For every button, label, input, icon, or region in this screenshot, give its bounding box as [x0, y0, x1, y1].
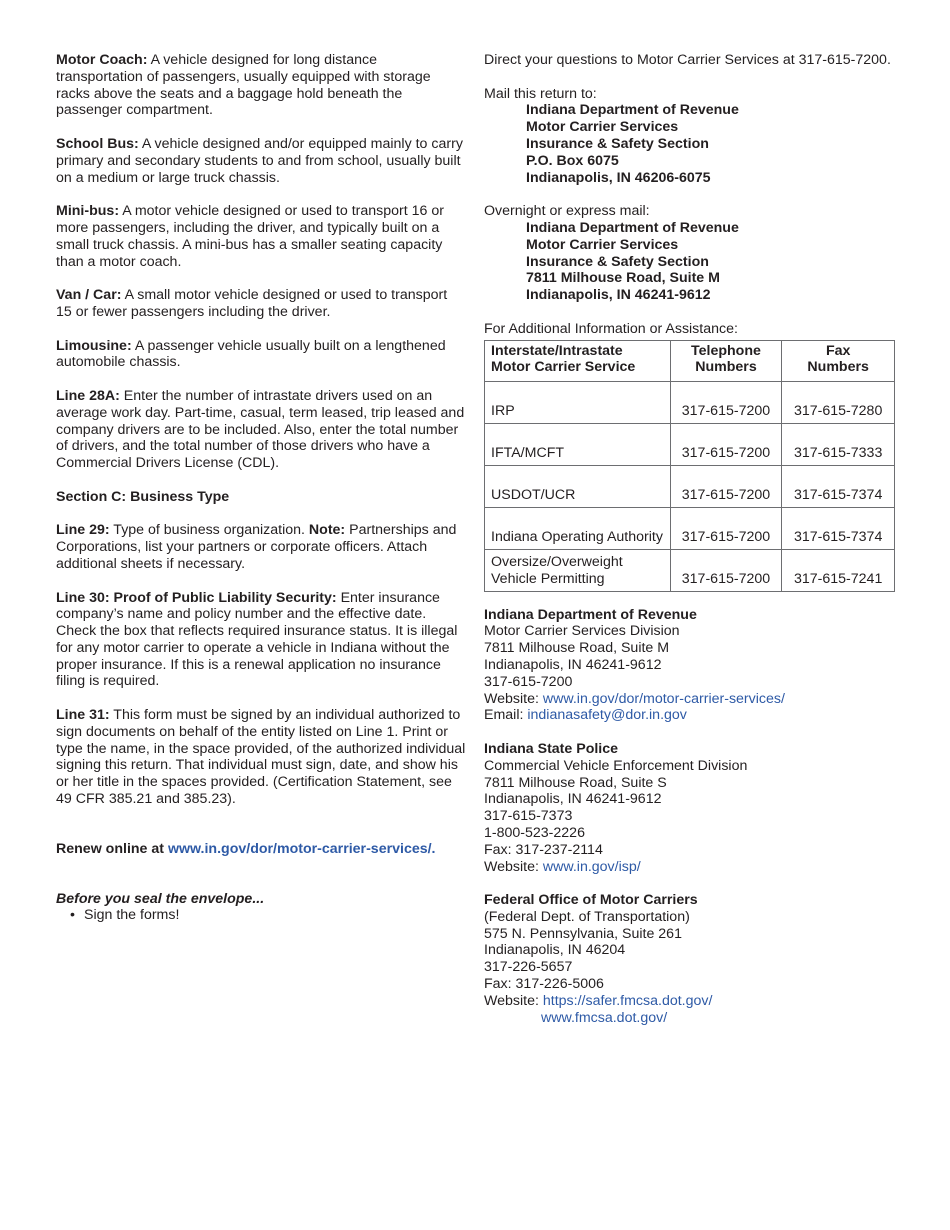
- dor-name: Indiana Department of Revenue: [484, 606, 697, 623]
- isp-name: Indiana State Police: [484, 740, 619, 757]
- service-cell: USDOT/UCR: [485, 465, 671, 507]
- phone-cell: 317-615-7200: [670, 423, 782, 465]
- renew-online: Renew online at www.in.gov/dor/motor-carrier-services/.: [56, 840, 436, 857]
- additional-info-label: For Additional Information or Assistance:: [484, 320, 738, 337]
- isp-contact-block: Indiana State Police Commercial Vehicle Enforcement Division 7811 Milhouse Road, Suite S Indianapolis, IN 46241-9612 317-615-7373 1-800-523-2226 Fax: 317-237-2114 Website: www.in.gov/isp/: [484, 741, 904, 875]
- line-29-instructions: Line 29: Type of business organization. Note: Partnerships and Corporations, list your partners or corporate officers. Attach additional sheets if necessary.: [56, 522, 457, 572]
- line-30-instructions: Line 30: Proof of Public Liability Security: Enter insurance company’s name and policy number and the effective date. Check the box that reflects required insurance status. It is illegal for any motor carrier to operate a vehicle in Indiana without the proper insurance. If this is a renewal application no insurance filing is required.: [56, 589, 458, 690]
- line-28a-instructions: Line 28A: Enter the number of intrastate drivers used on an average work day. Part-time, casual, term leased, trip leased and company drivers are to be included. Also, enter the total number of drivers, and the total number of those drivers who have a Commercial Drivers License (CDL).: [56, 387, 465, 472]
- isp-website-link[interactable]: www.in.gov/isp/: [542, 858, 641, 875]
- fax-cell: 317-615-7333: [782, 423, 895, 465]
- section-c-heading: Section C: Business Type: [56, 488, 230, 505]
- table-row: [485, 465, 895, 507]
- fax-cell: 317-615-7241: [782, 549, 895, 591]
- fmcsa-website-link[interactable]: www.fmcsa.dot.gov/: [541, 1009, 668, 1026]
- phone-cell: 317-615-7200: [670, 381, 782, 423]
- fax-cell: 317-615-7374: [782, 507, 895, 549]
- questions-line: Direct your questions to Motor Carrier Services at 317-615-7200.: [484, 52, 891, 68]
- contact-column: [484, 52, 904, 1026]
- renew-online-link[interactable]: www.in.gov/dor/motor-carrier-services/.: [167, 840, 436, 857]
- phone-cell: 317-615-7200: [670, 465, 782, 507]
- dor-website-link[interactable]: www.in.gov/dor/motor-carrier-services/: [542, 690, 785, 707]
- before-seal-bullet: • Sign the forms!: [70, 907, 180, 924]
- mail-address: Indiana Department of Revenue Motor Carrier Services Insurance & Safety Section P.O. Box 6075 Indianapolis, IN 46206-6075: [526, 102, 739, 186]
- overnight-label: Overnight or express mail:: [484, 203, 650, 220]
- before-seal-heading: Before you seal the envelope...: [56, 890, 265, 907]
- limousine-definition: Limousine: A passenger vehicle usually built on a lengthened automobile chassis.: [56, 337, 446, 371]
- dor-contact-block: Indiana Department of Revenue Motor Carrier Services Division 7811 Milhouse Road, Suite M Indianapolis, IN 46241-9612 317-615-7200 Website: www.in.gov/dor/motor-carrier-services/ Email: indianasafety@dor.in.gov: [484, 607, 904, 725]
- fmc-website-link[interactable]: https://safer.fmcsa.dot.gov/: [542, 992, 713, 1009]
- overnight-address: Indiana Department of Revenue Motor Carrier Services Insurance & Safety Section 7811 Milhouse Road, Suite M Indianapolis, IN 46241-9612: [526, 219, 739, 304]
- fax-cell: 317-615-7280: [782, 381, 895, 423]
- service-cell: Oversize/Overweight Vehicle Permitting: [485, 549, 671, 591]
- table-row: [485, 381, 895, 423]
- service-cell: Indiana Operating Authority: [485, 507, 671, 549]
- van-car-definition: Van / Car: A small motor vehicle designed or used to transport 15 or fewer passengers including the driver.: [56, 287, 448, 320]
- fmc-name: Federal Office of Motor Carriers: [484, 892, 698, 909]
- header-telephone: Telephone Numbers: [670, 340, 782, 381]
- phone-cell: 317-615-7200: [670, 549, 782, 591]
- line-31-instructions: Line 31: This form must be signed by an individual authorized to sign documents on behalf of the entity listed on Line 1. Print or type the name, in the space provided, of the authorized individual signing this return. That individual must sign, date, and show his or her title in the spaces provided. (Certification Statement, see 49 CFR 385.21 and 385.23).: [56, 707, 466, 808]
- table-row: [485, 423, 895, 465]
- instructions-column: [56, 52, 466, 924]
- school-bus-definition: School Bus: A vehicle designed and/or equipped mainly to carry primary and secondary students to and from school, usually built on a medium or large truck chassis.: [56, 135, 463, 186]
- mini-bus-definition: Mini-bus: A motor vehicle designed or used to transport 16 or more passengers, including the driver, and typically built on a small truck chassis. A mini-bus has a smaller seating capacity than a motor coach.: [56, 203, 444, 270]
- fmc-contact-block: Federal Office of Motor Carriers (Federal Dept. of Transportation) 575 N. Pennsylvania, Suite 261 Indianapolis, IN 46204 317-226-5657 Fax: 317-226-5006 Website: https://safer.fmcsa.dot.gov/ www.fmcsa.dot.gov/: [484, 892, 904, 1026]
- header-fax: Fax Numbers: [782, 340, 895, 381]
- mail-label: Mail this return to:: [484, 85, 597, 102]
- table-header-row: [485, 340, 895, 381]
- table-row: [485, 507, 895, 549]
- table-row: [485, 549, 895, 591]
- phone-cell: 317-615-7200: [670, 507, 782, 549]
- dor-email-link[interactable]: indianasafety@dor.in.gov: [527, 707, 687, 724]
- header-service: Interstate/Intrastate Motor Carrier Service: [485, 340, 671, 381]
- service-cell: IFTA/MCFT: [485, 423, 671, 465]
- service-cell: IRP: [485, 381, 671, 423]
- contacts-table: [484, 340, 895, 592]
- fax-cell: 317-615-7374: [782, 465, 895, 507]
- motor-coach-definition: Motor Coach: A vehicle designed for long distance transportation of passengers, usually equipped with storage racks above the seats and a baggage hold beneath the passenger compartment.: [56, 52, 431, 119]
